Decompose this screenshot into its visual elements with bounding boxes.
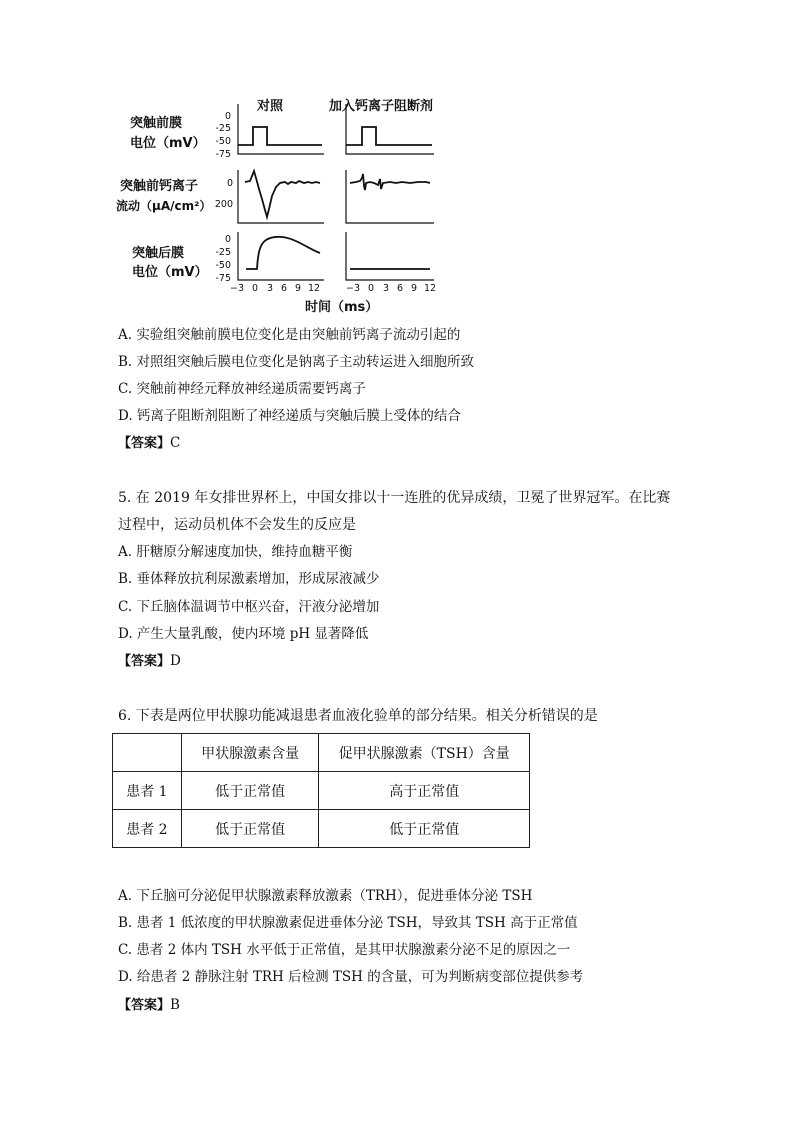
row3-tick-1: -25: [215, 247, 231, 258]
q4-option-a: A. 实验组突触前膜电位变化是由突触前钙离子流动引起的: [118, 327, 461, 343]
table-cell: 低于正常值: [319, 810, 530, 848]
q6-option-c: C. 患者 2 体内 TSH 水平低于正常值，是其甲状腺激素分泌不足的原因之一: [118, 942, 571, 958]
left-xtick-5: 12: [307, 283, 321, 294]
row1-tick-2: -50: [215, 136, 231, 147]
table-cell: 高于正常值: [319, 772, 530, 810]
right-calcium-trace: [350, 174, 430, 190]
q6-option-d: D. 给患者 2 静脉注射 TRH 后检测 TSH 的含量，可为判断病变部位提供参考: [118, 969, 584, 985]
left-xtick-0: −3: [229, 283, 245, 294]
row3-tick-3: -75: [215, 273, 231, 284]
q5-stem-line2: 过程中，运动员机体不会发生的反应是: [118, 517, 356, 533]
q5-option-c: C. 下丘脑体温调节中枢兴奋，汗液分泌增加: [118, 599, 380, 615]
row3-tick-2: -50: [215, 260, 231, 271]
left-presynaptic-trace: [238, 127, 322, 145]
right-row2-axes: [346, 170, 434, 223]
row1-tick-3: -75: [215, 149, 231, 160]
q4-option-d: D. 钙离子阻断剂阻断了神经递质与突触后膜上受体的结合: [118, 408, 461, 424]
q6-answer-value: B: [170, 997, 180, 1013]
right-xtick-1: 0: [367, 283, 375, 294]
left-calcium-trace: [245, 171, 320, 217]
row1-tick-1: -25: [215, 123, 231, 134]
col-title-blocker: 加入钙离子阻断剂: [329, 99, 434, 114]
row1-label-line1: 突触前膜: [130, 116, 183, 131]
row2-tick-1: 200: [214, 199, 233, 210]
row1-label-line2: 电位（mV）: [130, 136, 206, 151]
q5-option-a: A. 肝糖原分解速度加快，维持血糖平衡: [118, 544, 353, 560]
x-axis-label: 时间（ms）: [305, 300, 379, 315]
q5-answer-value: D: [170, 653, 181, 669]
q4-answer-label: 【答案】: [118, 436, 171, 451]
right-xtick-0: −3: [345, 283, 361, 294]
table-cell: 患者 1: [113, 772, 182, 810]
table-header-cell: [113, 734, 182, 772]
q6-option-a: A. 下丘脑可分泌促甲状腺激素释放激素（TRH），促进垂体分泌 TSH: [118, 888, 533, 904]
lab-results-table: [112, 733, 530, 848]
table-header-cell: 促甲状腺激素（TSH）含量: [319, 734, 530, 772]
q5-option-b: B. 垂体释放抗利尿激素增加，形成尿液减少: [118, 571, 380, 587]
table-row: [113, 772, 530, 810]
q6-answer-label: 【答案】: [118, 998, 171, 1013]
row1-tick-0: 0: [224, 111, 231, 122]
table-cell: 低于正常值: [181, 772, 319, 810]
table-cell: 患者 2: [113, 810, 182, 848]
right-xtick-4: 9: [410, 283, 418, 294]
table-cell: 低于正常值: [181, 810, 319, 848]
q4-option-b: B. 对照组突触后膜电位变化是钠离子主动转运进入细胞所致: [118, 354, 475, 370]
q6-answer: [118, 996, 180, 1015]
q5-stem-line1: 5. 在 2019 年女排世界杯上，中国女排以十一连胜的优异成绩，卫冕了世界冠军。在比赛: [118, 490, 671, 506]
row3-tick-0: 0: [224, 234, 231, 245]
table-header-cell: 甲状腺激素含量: [181, 734, 319, 772]
q4-answer-value: C: [170, 435, 181, 451]
row3-label-line1: 突触后膜: [132, 246, 185, 261]
col-title-control: 对照: [257, 99, 284, 114]
right-xtick-5: 12: [423, 283, 437, 294]
right-xtick-2: 3: [382, 283, 390, 294]
row2-tick-0: 0: [226, 178, 233, 189]
q6-stem: 6. 下表是两位甲状腺功能减退患者血液化验单的部分结果。相关分析错误的是: [118, 708, 598, 724]
row2-label-line2: 流动（μA/cm²）: [116, 199, 212, 213]
left-xtick-4: 9: [294, 283, 302, 294]
right-presynaptic-trace: [346, 127, 432, 145]
experiment-figure: [100, 92, 480, 320]
left-xtick-3: 6: [280, 283, 288, 294]
left-row3-axes: [238, 232, 324, 280]
right-row3-axes: [346, 232, 434, 280]
left-xtick-1: 0: [251, 283, 259, 294]
q5-answer: [118, 652, 181, 671]
row3-label-line2: 电位（mV）: [132, 265, 208, 280]
table-header-row: [113, 734, 530, 772]
right-xtick-3: 6: [396, 283, 404, 294]
q5-answer-label: 【答案】: [118, 654, 171, 669]
row2-label-line1: 突触前钙离子: [120, 179, 199, 194]
q4-option-c: C. 突触前神经元释放神经递质需要钙离子: [118, 381, 366, 397]
q5-option-d: D. 产生大量乳酸，使内环境 pH 显著降低: [118, 626, 369, 642]
left-postsynaptic-trace: [246, 237, 320, 269]
q4-answer: [118, 434, 180, 453]
table-row: [113, 810, 530, 848]
q6-option-b: B. 患者 1 低浓度的甲状腺激素促进垂体分泌 TSH，导致其 TSH 高于正常值: [118, 915, 578, 931]
left-xtick-2: 3: [266, 283, 274, 294]
